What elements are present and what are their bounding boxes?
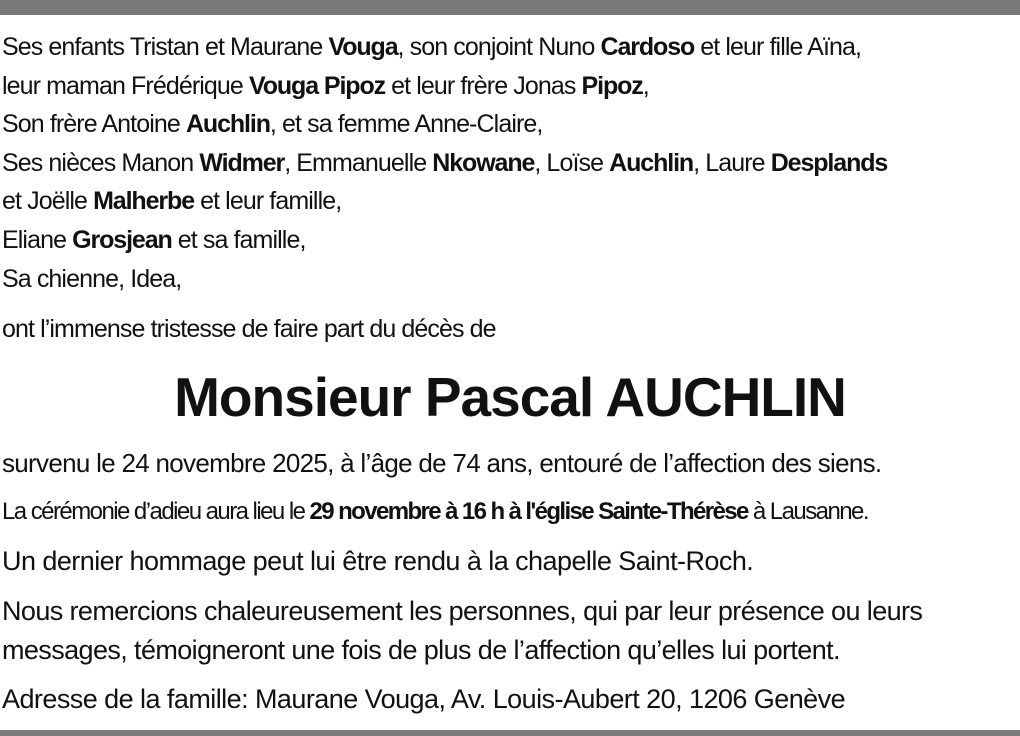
thanks-line: messages, témoigneront une fois de plus de l’affection qu’elles lui portent. bbox=[2, 634, 840, 665]
ceremony-details bbox=[2, 494, 868, 530]
tribute-note: Un dernier hommage peut lui être rendu à la chapelle Saint-Roch. bbox=[2, 546, 754, 576]
family-text: , son conjoint Nuno bbox=[397, 33, 601, 61]
family-surname: Desplands bbox=[770, 148, 888, 177]
family-text: , Loïse bbox=[534, 148, 610, 177]
announcement-intro: ont l’immense tristesse de faire part du décès de bbox=[2, 315, 496, 343]
deceased-name: Monsieur Pascal AUCHLIN bbox=[174, 366, 846, 428]
family-line bbox=[2, 144, 1018, 183]
family-line bbox=[2, 260, 1018, 299]
family-text: Sa chienne, Idea, bbox=[2, 264, 182, 293]
family-text: Eliane bbox=[2, 225, 73, 254]
family-line bbox=[2, 221, 1018, 260]
family-text: leur maman Frédérique bbox=[2, 71, 249, 100]
family-text: et Joëlle bbox=[2, 187, 94, 216]
family-text: Ses nièces Manon bbox=[2, 148, 200, 177]
family-text: , Laure bbox=[693, 148, 771, 177]
top-rule bbox=[0, 0, 1020, 15]
family-surname: Grosjean bbox=[72, 225, 172, 254]
family-text: Son frère Antoine bbox=[2, 110, 186, 139]
family-text: , bbox=[642, 71, 649, 100]
family-surname: Cardoso bbox=[600, 33, 695, 61]
family-line bbox=[2, 28, 1018, 67]
ceremony-text: à Lausanne. bbox=[747, 498, 868, 525]
family-text: , Emmanuelle bbox=[284, 148, 433, 177]
family-text: et leur frère Jonas bbox=[385, 71, 582, 100]
family-surname: Auchlin bbox=[609, 148, 694, 177]
family-surname: Pipoz bbox=[581, 71, 643, 100]
death-details: survenu le 24 novembre 2025, à l’âge de 74 ans, entouré de l’affection des siens. bbox=[2, 448, 882, 478]
family-line bbox=[2, 105, 1018, 144]
family-text: et leur famille, bbox=[194, 187, 342, 216]
bottom-rule bbox=[0, 730, 1020, 736]
family-text: et sa famille, bbox=[171, 225, 306, 254]
family-list bbox=[2, 28, 1018, 298]
family-surname: Nkowane bbox=[432, 148, 535, 177]
family-surname: Vouga Pipoz bbox=[249, 71, 386, 100]
family-text: Ses enfants Tristan et Maurane bbox=[2, 33, 329, 61]
thanks-paragraph bbox=[2, 592, 922, 669]
family-text: , et sa femme Anne-Claire, bbox=[269, 110, 543, 139]
family-surname: Malherbe bbox=[93, 187, 195, 216]
family-surname: Auchlin bbox=[185, 110, 270, 139]
family-line bbox=[2, 182, 1018, 221]
family-line bbox=[2, 67, 1018, 106]
family-text: et leur fille Aïna, bbox=[694, 33, 862, 61]
ceremony-date-place: 29 novembre à 16 h à l'église Sainte-Thérèse bbox=[309, 498, 748, 525]
family-address: Adresse de la famille: Maurane Vouga, Av. Louis-Aubert 20, 1206 Genève bbox=[2, 684, 846, 714]
ceremony-text: La cérémonie d’adieu aura lieu le bbox=[2, 498, 310, 525]
family-surname: Vouga bbox=[328, 33, 398, 61]
thanks-line: Nous remercions chaleureusement les personnes, qui par leur présence ou leurs bbox=[2, 596, 923, 626]
family-surname: Widmer bbox=[199, 148, 285, 177]
